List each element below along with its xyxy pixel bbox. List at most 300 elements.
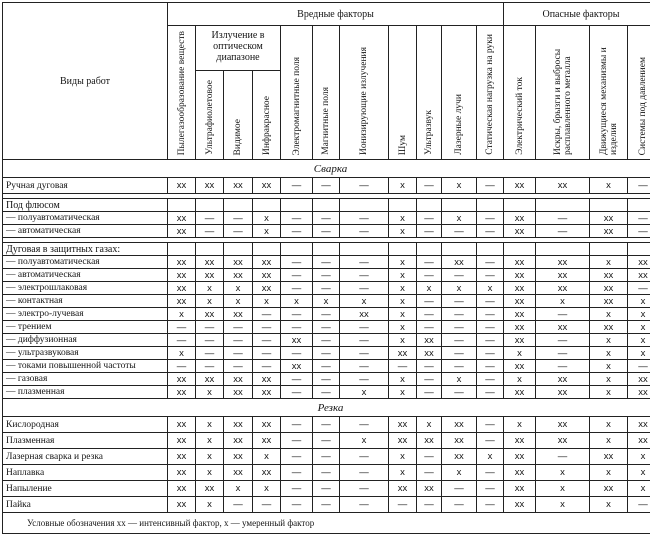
factor-cell: x	[590, 433, 628, 449]
table-row	[3, 433, 650, 449]
factor-cell: xx	[389, 481, 417, 497]
factor-cell: —	[281, 269, 313, 282]
factor-cell: x	[590, 347, 628, 360]
factor-cell	[536, 199, 590, 212]
row-label: — токами повышенной частоты	[3, 360, 168, 373]
factor-cell: xx	[224, 433, 253, 449]
factor-cell: —	[313, 269, 340, 282]
factor-cell: —	[340, 334, 389, 347]
factor-cell	[590, 199, 628, 212]
factor-cell: x	[389, 465, 417, 481]
factor-cell: x	[313, 295, 340, 308]
factor-cell: x	[389, 269, 417, 282]
factor-cell: —	[477, 334, 504, 347]
factor-cell: xx	[628, 386, 650, 399]
factor-cell: xx	[168, 256, 196, 269]
factor-cell: —	[281, 373, 313, 386]
factor-cell: xx	[504, 256, 536, 269]
factor-cell: x	[196, 433, 224, 449]
factor-cell: —	[417, 360, 442, 373]
factor-cell: —	[340, 269, 389, 282]
factor-cell: xx	[628, 269, 650, 282]
factor-cell: —	[313, 449, 340, 465]
factor-cell: x	[504, 417, 536, 433]
table-row	[3, 321, 650, 334]
factor-cell: xx	[504, 334, 536, 347]
factor-cell: —	[313, 417, 340, 433]
factor-cell: —	[477, 347, 504, 360]
factor-cell: xx	[536, 269, 590, 282]
factor-cell: xx	[628, 256, 650, 269]
factor-cell: xx	[224, 449, 253, 465]
factor-cell: x	[417, 282, 442, 295]
factor-cell: x	[628, 347, 650, 360]
factor-cell: xx	[590, 449, 628, 465]
factor-cell: x	[590, 178, 628, 194]
factor-cell: xx	[417, 433, 442, 449]
col-header-visible: Видимое	[224, 71, 253, 160]
col-header-infrared: Инфракрасное	[253, 71, 281, 160]
factor-cell: xx	[504, 295, 536, 308]
factor-cell: xx	[417, 347, 442, 360]
table-row	[3, 497, 650, 513]
factor-cell: —	[340, 481, 389, 497]
factor-cell: —	[340, 347, 389, 360]
factor-cell: x	[628, 308, 650, 321]
row-label: Кислородная	[3, 417, 168, 433]
factor-cell: —	[442, 334, 477, 347]
factor-cell: —	[281, 497, 313, 513]
factor-cell: —	[442, 360, 477, 373]
factor-cell: xx	[168, 465, 196, 481]
factor-cell	[313, 199, 340, 212]
factor-cell: x	[442, 282, 477, 295]
factor-cell: —	[628, 178, 650, 194]
factor-cell: —	[196, 225, 224, 238]
factor-cell: x	[224, 481, 253, 497]
factor-cell: x	[389, 178, 417, 194]
factor-cell: xx	[504, 282, 536, 295]
factor-cell: —	[253, 321, 281, 334]
factor-cell: xx	[536, 433, 590, 449]
row-label: — электро-лучевая	[3, 308, 168, 321]
factor-cell: xx	[168, 433, 196, 449]
factor-cell: xx	[168, 481, 196, 497]
factor-cell: xx	[224, 386, 253, 399]
factor-cell: —	[168, 321, 196, 334]
factor-cell: x	[590, 334, 628, 347]
factor-cell: xx	[253, 178, 281, 194]
col-header-noise: Шум	[389, 26, 417, 160]
factor-cell: —	[340, 178, 389, 194]
factor-cell: —	[628, 225, 650, 238]
factor-cell: —	[477, 256, 504, 269]
factor-cell	[168, 199, 196, 212]
factor-cell: —	[536, 347, 590, 360]
factor-cell: x	[504, 347, 536, 360]
row-label: — автоматическая	[3, 269, 168, 282]
factor-cell: —	[536, 212, 590, 225]
factor-cell: xx	[168, 373, 196, 386]
factor-cell: xx	[504, 386, 536, 399]
factor-cell: x	[389, 308, 417, 321]
factor-cell: —	[196, 334, 224, 347]
factor-cell: x	[536, 497, 590, 513]
factor-cell: x	[590, 373, 628, 386]
factor-cell: —	[417, 308, 442, 321]
row-label: — автоматическая	[3, 225, 168, 238]
factor-cell: —	[224, 497, 253, 513]
factor-cell: —	[628, 282, 650, 295]
factor-cell: xx	[504, 481, 536, 497]
row-label: — полуавтоматическая	[3, 212, 168, 225]
factor-cell: —	[313, 178, 340, 194]
table-row	[3, 481, 650, 497]
factor-cell: x	[536, 295, 590, 308]
harmful-factors-header: Вредные факторы	[168, 3, 504, 26]
factor-cell: xx	[224, 308, 253, 321]
factor-cell	[224, 243, 253, 256]
factor-cell: xx	[628, 433, 650, 449]
factor-cell: —	[281, 321, 313, 334]
factor-cell: xx	[504, 225, 536, 238]
factor-cell: —	[281, 386, 313, 399]
factor-cell	[504, 199, 536, 212]
section-title-cutting: Резка	[3, 399, 650, 417]
factor-cell: x	[389, 386, 417, 399]
factor-cell	[442, 199, 477, 212]
factor-cell: xx	[253, 433, 281, 449]
factor-cell: —	[477, 433, 504, 449]
row-label: Дуговая в защитных газах:	[3, 243, 168, 256]
factor-cell: xx	[224, 417, 253, 433]
factor-cell: —	[442, 386, 477, 399]
factor-cell: —	[196, 360, 224, 373]
factor-cell: —	[389, 360, 417, 373]
row-label: — полуавтоматическая	[3, 256, 168, 269]
factor-cell: —	[536, 360, 590, 373]
factor-cell: —	[477, 308, 504, 321]
factor-cell: xx	[253, 465, 281, 481]
dangerous-factors-header: Опасные факторы	[504, 3, 650, 26]
factor-cell: x	[196, 295, 224, 308]
col-header-laser: Лазерные лучи	[442, 26, 477, 160]
factor-cell: x	[442, 178, 477, 194]
factor-cell: x	[504, 373, 536, 386]
work-types-header: Виды работ	[3, 3, 168, 160]
factor-cell: —	[224, 212, 253, 225]
factor-cell: —	[281, 433, 313, 449]
factor-cell: xx	[168, 386, 196, 399]
factor-cell	[313, 243, 340, 256]
factor-cell: x	[536, 481, 590, 497]
factor-cell: x	[628, 334, 650, 347]
factor-cell: xx	[196, 269, 224, 282]
factor-cell: —	[442, 347, 477, 360]
col-header-ionizing: Ионизирующие излучения	[340, 26, 389, 160]
factor-cell: —	[477, 386, 504, 399]
factor-cell: xx	[253, 256, 281, 269]
factor-cell: xx	[628, 417, 650, 433]
factor-cell	[281, 243, 313, 256]
table-row	[3, 256, 650, 269]
factor-cell	[590, 243, 628, 256]
factor-cell: x	[253, 225, 281, 238]
factor-cell	[477, 243, 504, 256]
factor-cell: xx	[504, 433, 536, 449]
col-header-emf: Электромагнитные поля	[281, 26, 313, 160]
factor-cell: xx	[536, 386, 590, 399]
table-row	[3, 373, 650, 386]
factor-cell	[253, 199, 281, 212]
factor-cell: —	[477, 465, 504, 481]
table-row	[3, 243, 650, 256]
factor-cell: xx	[224, 465, 253, 481]
factor-cell: x	[477, 449, 504, 465]
factor-cell	[340, 199, 389, 212]
factor-cell: xx	[168, 417, 196, 433]
factor-cell: —	[313, 225, 340, 238]
factor-cell: xx	[536, 321, 590, 334]
factor-cell: xx	[536, 417, 590, 433]
factor-cell: x	[253, 212, 281, 225]
factor-cell: xx	[389, 417, 417, 433]
factor-cell: xx	[253, 373, 281, 386]
factor-cell: xx	[168, 225, 196, 238]
factor-cell: xx	[536, 282, 590, 295]
factor-cell: —	[442, 321, 477, 334]
col-header-dust: Пылегазообразование веществ	[168, 26, 196, 160]
factor-cell: x	[196, 417, 224, 433]
factor-cell: —	[442, 481, 477, 497]
factor-cell: x	[442, 465, 477, 481]
factor-cell: —	[313, 373, 340, 386]
factor-cell: x	[628, 481, 650, 497]
col-header-current: Электрический ток	[504, 26, 536, 160]
factor-cell: xx	[536, 373, 590, 386]
factor-cell: —	[477, 481, 504, 497]
factor-cell: —	[313, 465, 340, 481]
factor-cell: xx	[281, 334, 313, 347]
factor-cell	[417, 199, 442, 212]
factor-cell: x	[340, 295, 389, 308]
table-row	[3, 360, 650, 373]
factor-cell: xx	[168, 497, 196, 513]
factor-cell	[442, 243, 477, 256]
factor-cell: xx	[196, 178, 224, 194]
factor-cell: —	[196, 347, 224, 360]
factor-cell: —	[313, 321, 340, 334]
factor-cell	[281, 199, 313, 212]
factor-cell: xx	[442, 417, 477, 433]
factor-cell: x	[590, 256, 628, 269]
col-header-static-load: Статическая нагрузка на руки	[477, 26, 504, 160]
factor-cell: —	[536, 225, 590, 238]
factor-cell: —	[628, 212, 650, 225]
factor-cell: xx	[224, 256, 253, 269]
factor-cell: xx	[168, 269, 196, 282]
factor-cell: x	[628, 295, 650, 308]
factor-cell: xx	[536, 256, 590, 269]
factor-cell: x	[590, 386, 628, 399]
factor-cell: —	[196, 212, 224, 225]
factor-cell: xx	[590, 269, 628, 282]
factor-cell	[389, 199, 417, 212]
factor-cell: —	[224, 334, 253, 347]
factor-cell: —	[313, 481, 340, 497]
factor-cell: —	[417, 321, 442, 334]
row-label: — контактная	[3, 295, 168, 308]
factor-cell: xx	[504, 178, 536, 194]
factor-cell: xx	[224, 178, 253, 194]
factor-cell: x	[340, 386, 389, 399]
factor-cell: x	[590, 308, 628, 321]
factor-cell: —	[477, 373, 504, 386]
factor-cell: xx	[196, 256, 224, 269]
factor-cell: —	[224, 225, 253, 238]
factor-cell: —	[253, 347, 281, 360]
factor-cell	[168, 243, 196, 256]
factor-cell: —	[313, 308, 340, 321]
row-label: — плазменная	[3, 386, 168, 399]
col-header-uv: Ультрафиолетовое	[196, 71, 224, 160]
factor-cell: —	[224, 360, 253, 373]
col-header-magnetic: Магнитные поля	[313, 26, 340, 160]
table-row	[3, 295, 650, 308]
factor-cell: —	[477, 225, 504, 238]
factor-cell: x	[590, 417, 628, 433]
factor-cell: —	[417, 256, 442, 269]
factor-cell: —	[340, 282, 389, 295]
factor-cell: —	[281, 481, 313, 497]
factor-cell: xx	[442, 449, 477, 465]
factor-cell: —	[417, 465, 442, 481]
table-row	[3, 282, 650, 295]
factor-cell: xx	[389, 433, 417, 449]
factor-cell: x	[224, 282, 253, 295]
row-label: Напыление	[3, 481, 168, 497]
factor-cell: —	[477, 295, 504, 308]
factor-cell: —	[340, 465, 389, 481]
factor-cell: —	[281, 308, 313, 321]
factor-cell: —	[340, 212, 389, 225]
factor-cell: xx	[224, 269, 253, 282]
factor-cell: —	[196, 321, 224, 334]
factor-cell: —	[281, 256, 313, 269]
factor-cell: —	[477, 360, 504, 373]
factor-cell: x	[168, 308, 196, 321]
factor-cell: —	[168, 360, 196, 373]
factor-cell: —	[313, 347, 340, 360]
factor-cell: x	[389, 373, 417, 386]
row-label: — трением	[3, 321, 168, 334]
factor-cell: x	[340, 433, 389, 449]
factor-cell: —	[340, 225, 389, 238]
factor-cell: —	[536, 308, 590, 321]
factor-cell: x	[590, 465, 628, 481]
factor-cell: x	[196, 449, 224, 465]
factor-cell: —	[313, 256, 340, 269]
factor-cell: xx	[590, 212, 628, 225]
factor-cell: xx	[168, 282, 196, 295]
factor-cell: x	[253, 449, 281, 465]
factor-cell: —	[417, 295, 442, 308]
factor-cell: —	[281, 282, 313, 295]
factor-cell	[196, 243, 224, 256]
factor-cell: —	[281, 465, 313, 481]
factor-cell: xx	[196, 308, 224, 321]
table-row	[3, 269, 650, 282]
factor-cell: —	[313, 212, 340, 225]
col-header-pressure: Системы под давлением	[628, 26, 650, 160]
col-header-ultrasound: Ультразвук	[417, 26, 442, 160]
factor-cell: —	[313, 433, 340, 449]
factor-cell: x	[281, 295, 313, 308]
factor-cell: x	[196, 386, 224, 399]
row-label: Лазерная сварка и резка	[3, 449, 168, 465]
factor-cell: x	[590, 497, 628, 513]
factor-cell: xx	[504, 321, 536, 334]
factor-cell: —	[224, 347, 253, 360]
row-label: Ручная дуговая	[3, 178, 168, 194]
section-title-welding: Сварка	[3, 160, 650, 178]
factor-cell: xx	[590, 321, 628, 334]
factor-cell	[477, 199, 504, 212]
factor-cell: —	[442, 269, 477, 282]
row-label: — газовая	[3, 373, 168, 386]
table-row	[3, 225, 650, 238]
factor-cell: —	[477, 178, 504, 194]
factor-cell: —	[442, 225, 477, 238]
factor-cell: —	[340, 321, 389, 334]
factor-cell	[389, 243, 417, 256]
factor-cell: —	[628, 497, 650, 513]
factor-cell: xx	[281, 360, 313, 373]
factor-cell: —	[536, 449, 590, 465]
factor-cell	[253, 243, 281, 256]
factor-cell: —	[224, 321, 253, 334]
factor-cell: xx	[504, 465, 536, 481]
factor-cell: —	[253, 308, 281, 321]
factor-cell: —	[477, 269, 504, 282]
table-row	[3, 347, 650, 360]
factor-cell: xx	[590, 481, 628, 497]
col-header-sparks: Искры, брызги и выбросы расплавленного металла	[536, 26, 590, 160]
factor-cell: x	[442, 212, 477, 225]
table-row	[3, 308, 650, 321]
factor-cell: —	[253, 334, 281, 347]
factor-cell: —	[340, 256, 389, 269]
factor-cell: xx	[504, 308, 536, 321]
col-header-moving-parts: Движущиеся механизмы и изделия	[590, 26, 628, 160]
table-row	[3, 465, 650, 481]
factor-cell	[628, 199, 650, 212]
factor-cell: —	[417, 178, 442, 194]
factor-cell: x	[196, 465, 224, 481]
factor-cell: x	[389, 295, 417, 308]
table-row	[3, 178, 650, 194]
row-label: Плазменная	[3, 433, 168, 449]
row-label: Под флюсом	[3, 199, 168, 212]
factor-cell: —	[417, 386, 442, 399]
table-row	[3, 199, 650, 212]
factor-cell: —	[442, 308, 477, 321]
factor-cell: —	[536, 334, 590, 347]
factor-cell: xx	[442, 256, 477, 269]
factor-cell	[504, 243, 536, 256]
factor-cell: xx	[253, 386, 281, 399]
factor-cell	[628, 243, 650, 256]
